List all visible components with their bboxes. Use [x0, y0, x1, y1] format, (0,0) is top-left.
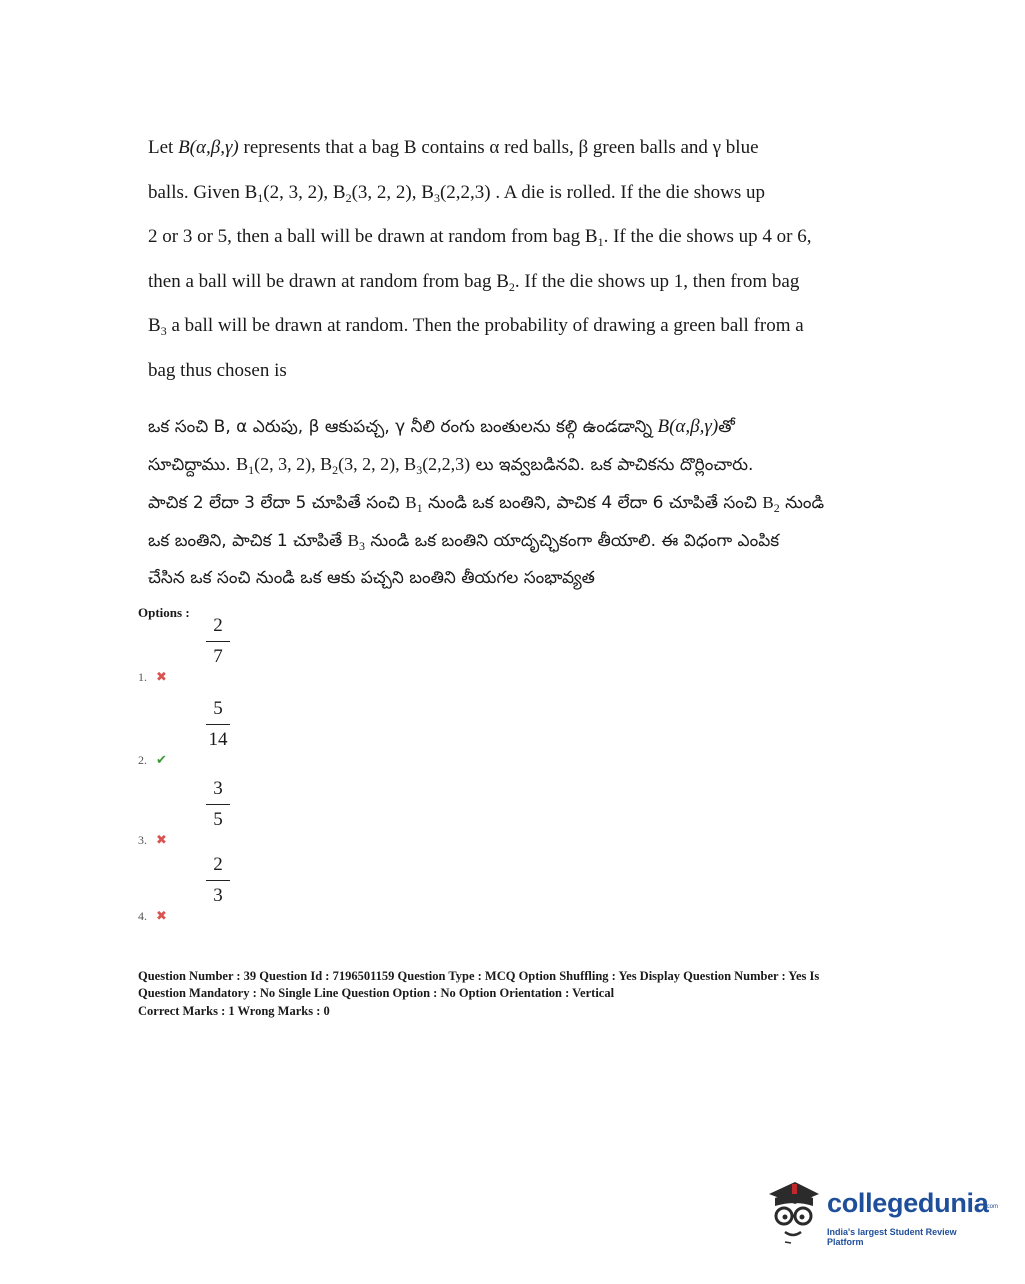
- option-4[interactable]: [138, 854, 338, 924]
- option-fraction: 3 5: [204, 778, 232, 831]
- bag-notation: B(α,β,γ): [178, 137, 239, 158]
- wrong-icon: ✖: [156, 669, 167, 684]
- option-number: 1.: [138, 670, 147, 684]
- option-fraction: 2 7: [204, 615, 232, 668]
- question-english: [148, 126, 883, 393]
- question-line: then a ball will be drawn at random from bag $B_2$. If the die shows up 1, then from bag: [148, 270, 800, 294]
- collegedunia-logo[interactable]: [765, 1180, 999, 1250]
- option-number: 4.: [138, 909, 147, 923]
- option-fraction: 5 14: [204, 698, 232, 751]
- question-line: పాచిక 2 లేదా 3 లేదా 5 చూపితే సంచి $B_1$ నుండి ఒక బంతిని, పాచిక 4 లేదా 6 చూపితే సంచి $B_2$ నుండి: [148, 493, 825, 515]
- logo-tagline: India's largest Student Review Platform: [827, 1227, 957, 1247]
- option-number: 2.: [138, 753, 147, 767]
- check-icon: ✔: [156, 752, 167, 767]
- wrong-icon: ✖: [156, 832, 167, 847]
- question-line: Let B(α,β,γ) represents that a bag B contains α red balls, β green balls and γ blue: [148, 137, 759, 158]
- question-line: ఒక సంచి B, α ఎరుపు, β ఆకుపచ్చ, γ నీలి రంగు బంతులను కల్గి ఉండడాన్ని B(α,β,γ)తో: [148, 416, 735, 437]
- option-number: 3.: [138, 833, 147, 847]
- metadata-line: Question Number : 39 Question Id : 7196501159 Question Type : MCQ Option Shuffling : Yes Display Question Number : Yes Is: [138, 969, 820, 983]
- question-line: balls. Given $B_1(2$, 3, 2), $B_2(3$, 2, 2), $B_3(2,2,3)$ . A die is rolled. If the die shows up: [148, 181, 766, 205]
- option-fraction: 2 3: [204, 854, 232, 907]
- question-line: bag thus chosen is: [148, 359, 287, 381]
- logo-name: collegedunia: [827, 1188, 989, 1218]
- option-2[interactable]: [138, 698, 338, 768]
- options-label: Options :: [138, 605, 190, 620]
- question-line: సూచిద్దాము. $B_1(2$, 3, 2), $B_2(3$, 2, 2), $B_3(2,2,3)$ లు ఇవ్వబడినవి. ఒక పాచికను దొర్లించారు.: [148, 454, 754, 477]
- question-metadata: [138, 968, 898, 1020]
- question-line: చేసిన ఒక సంచి నుండి ఒక ఆకు పచ్చని బంతిని తీయగల సంభావ్యత: [148, 568, 595, 588]
- wrong-icon: ✖: [156, 908, 167, 923]
- option-1[interactable]: [138, 615, 338, 685]
- question-line: $B_3$ a ball will be drawn at random. Then the probability of drawing a green ball from a: [148, 315, 804, 338]
- graduate-mascot-icon: [765, 1180, 823, 1244]
- option-3[interactable]: [138, 778, 338, 848]
- metadata-line: Correct Marks : 1 Wrong Marks : 0: [138, 1004, 330, 1018]
- metadata-line: Question Mandatory : No Single Line Question Option : No Option Orientation : Vertical: [138, 985, 615, 1000]
- logo-domain: .com: [985, 1204, 999, 1210]
- question-telugu: [148, 408, 883, 597]
- question-line: ఒక బంతిని, పాచిక 1 చూపితే $B_3$ నుండి ఒక బంతిని యాదృచ్ఛికంగా తీయాలి. ఈ విధంగా ఎంపిక: [148, 531, 780, 553]
- question-line: 2 or 3 or 5, then a ball will be drawn at random from bag $B_1$. If the die shows up 4 or 6,: [148, 226, 812, 249]
